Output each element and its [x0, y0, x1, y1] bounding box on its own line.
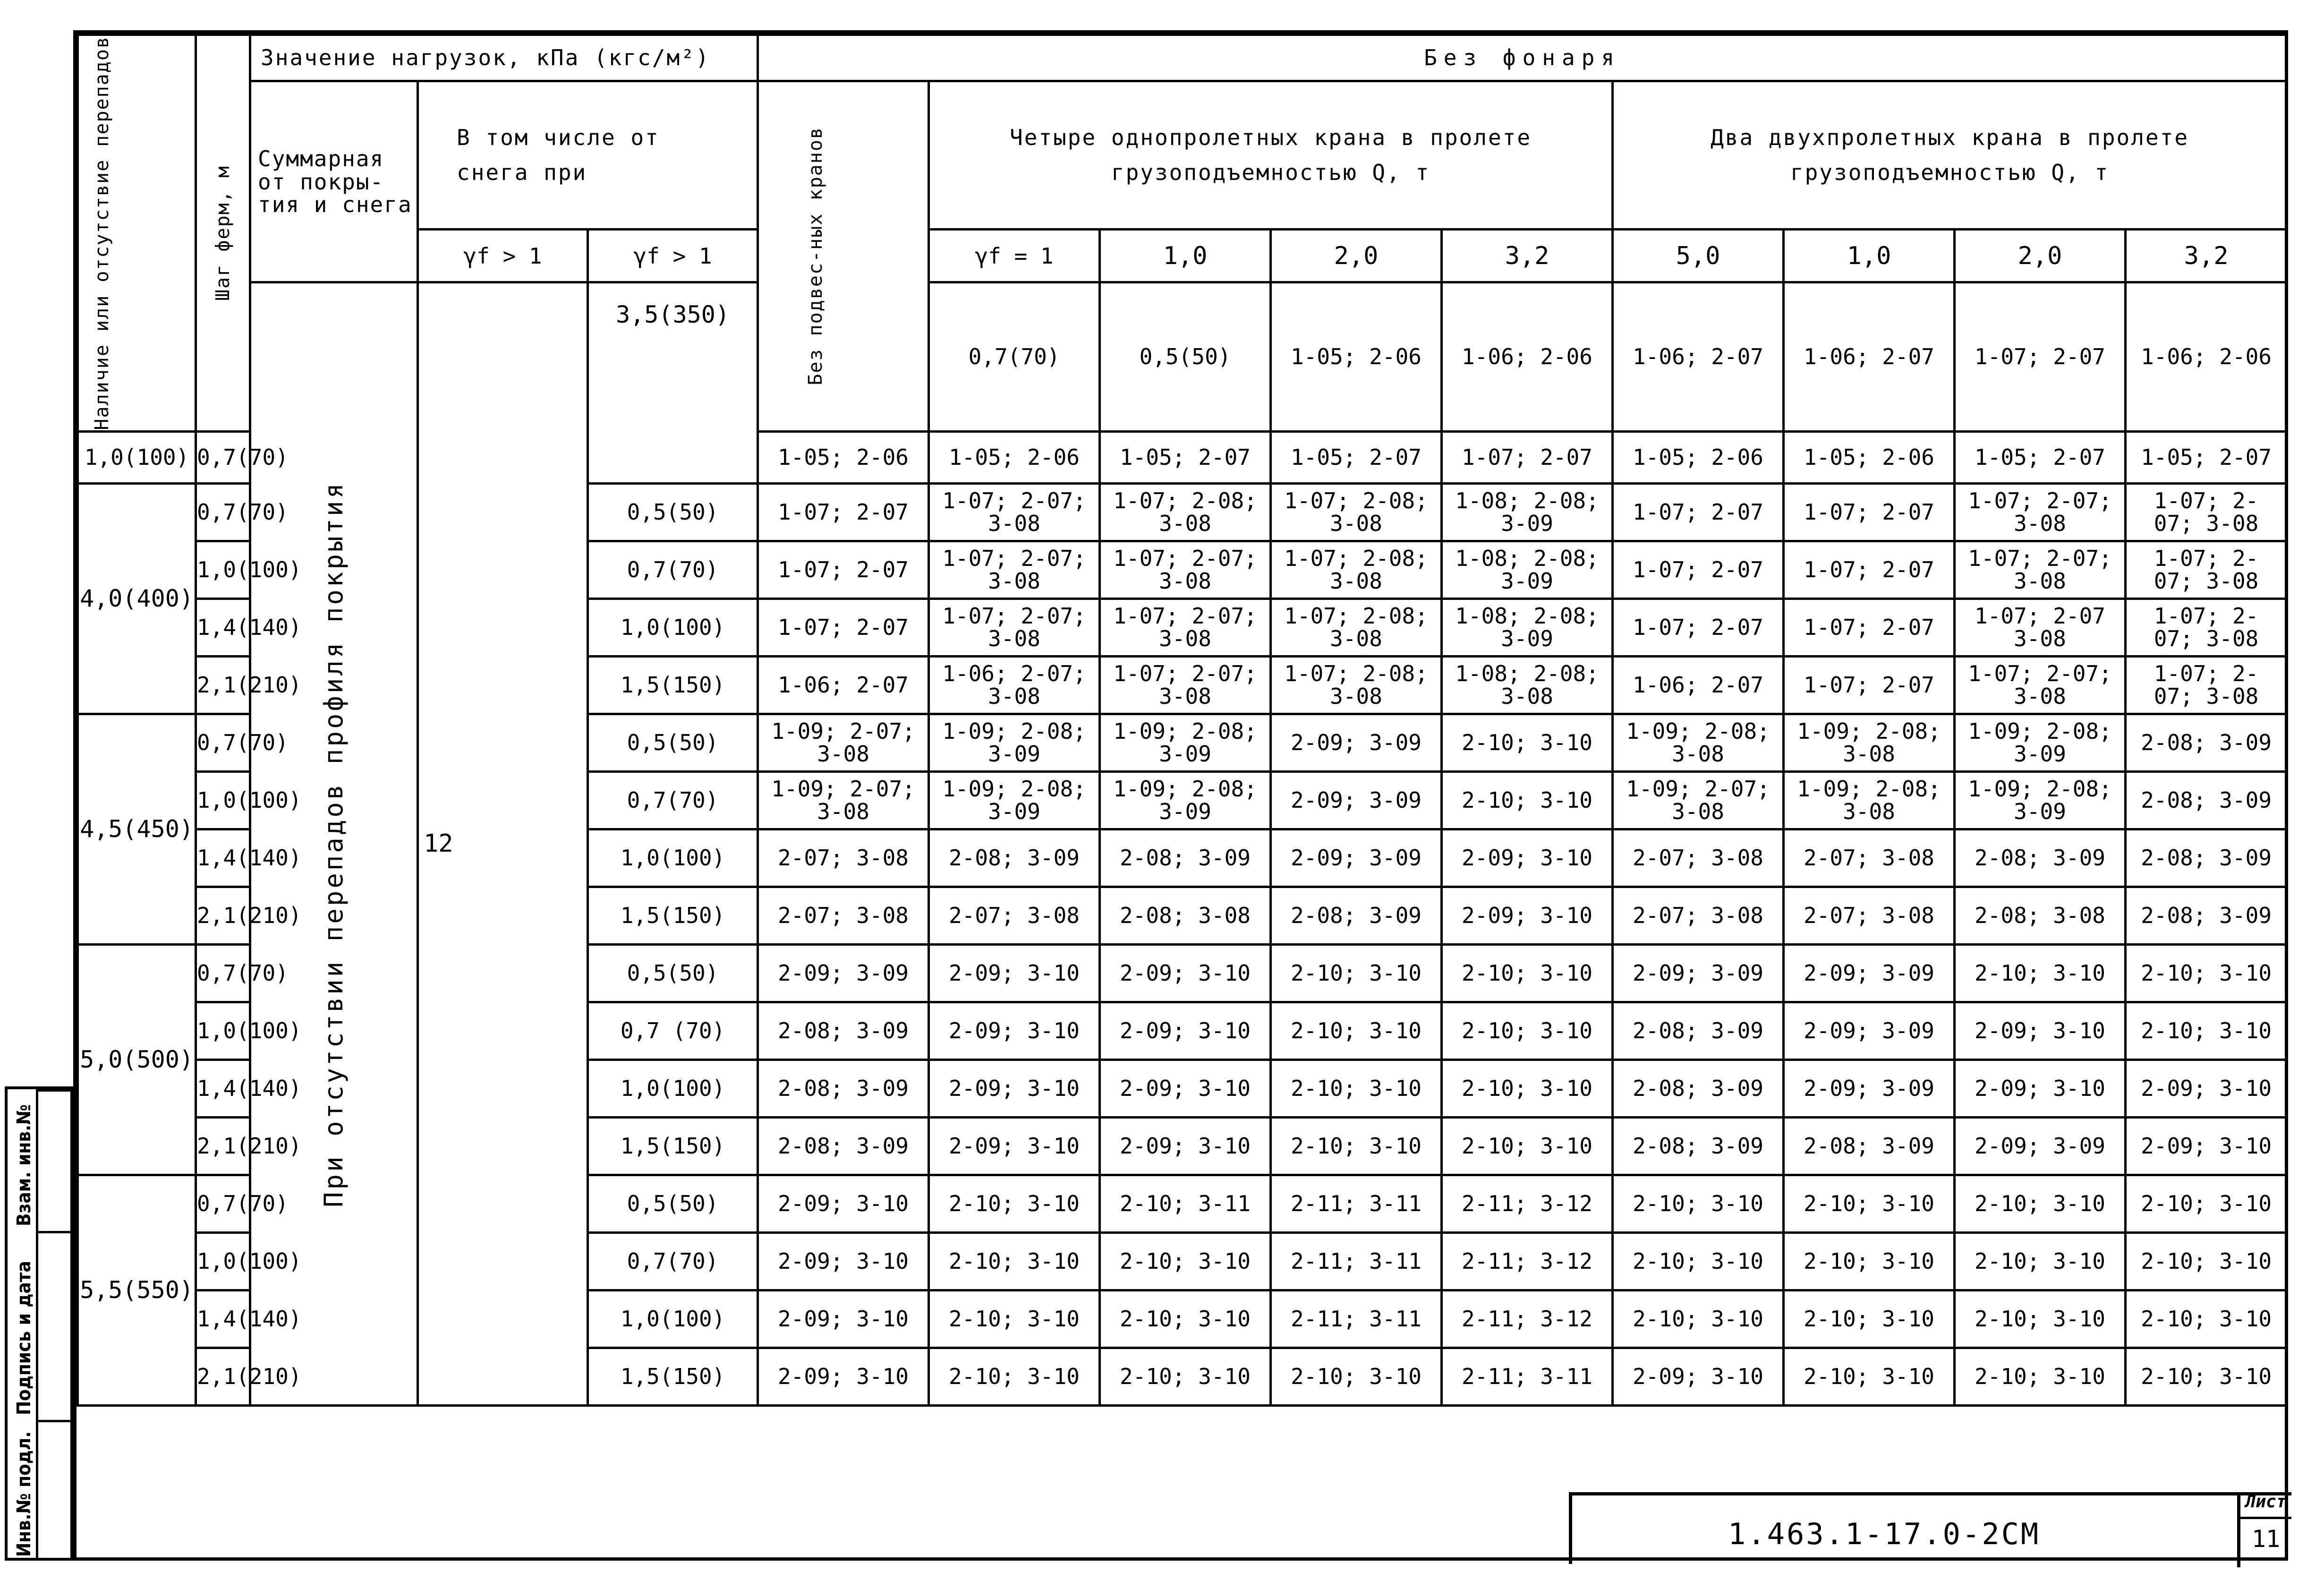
header-truss-step-text: Шаг ферм, м [212, 165, 234, 301]
snow-load-gt1: 2,1(210) [196, 656, 250, 714]
truss-mark-cell: 1-06; 2-07; 3-08 [929, 656, 1100, 714]
truss-mark-cell: 2-10; 3-10 [1784, 1175, 1955, 1232]
side-stamp-sign-date: Подпись и дата [13, 1261, 35, 1415]
header-gamma-snow-gt1: γf > 1 [588, 230, 758, 282]
truss-mark-cell: 2-09; 3-09 [1271, 829, 1442, 887]
snow-load-gt1: 2,1(210) [196, 1117, 250, 1175]
truss-mark-cell: 2-09; 3-10 [758, 1290, 929, 1348]
truss-mark-cell: 2-11; 3-11 [1271, 1290, 1442, 1348]
side-stamp [5, 1086, 73, 1561]
snow-load-eq1: 1,0(100) [588, 1059, 758, 1117]
title-block [1569, 1492, 2291, 1564]
snow-load-eq1: 1,5(150) [588, 656, 758, 714]
truss-mark-cell: 1-07; 2-08; 3-08 [1271, 598, 1442, 656]
truss-mark-cell: 2-10; 3-10 [1613, 1232, 1784, 1290]
side-stamp-divider [36, 1231, 70, 1233]
truss-mark-cell: 1-07; 2-07; 3-08 [1955, 483, 2126, 541]
snow-load-eq1: 0,7(70) [196, 431, 250, 483]
truss-mark-cell: 2-09; 3-10 [1955, 1002, 2126, 1059]
truss-mark-cell: 1-09; 2-07; 3-08 [758, 714, 929, 771]
snow-load-gt1: 1,0(100) [78, 431, 196, 483]
truss-mark-cell: 2-10; 3-10 [929, 1290, 1100, 1348]
truss-mark-cell: 1-07; 2-07; 3-08 [2126, 483, 2287, 541]
truss-mark-cell: 2-07; 3-08 [758, 829, 929, 887]
truss-mark-cell: 2-10; 3-10 [929, 1348, 1100, 1405]
truss-mark-cell: 2-07; 3-08 [929, 887, 1100, 944]
snow-load-gt1: 1,4(140) [196, 1059, 250, 1117]
truss-mark-cell: 1-06; 2-07 [1613, 282, 1784, 431]
truss-mark-cell: 2-08; 3-09 [1271, 887, 1442, 944]
truss-mark-cell: 1-05; 2-06 [1613, 431, 1784, 483]
truss-mark-cell: 1-05; 2-07 [1955, 431, 2126, 483]
truss-mark-cell: 2-09; 3-09 [1955, 1117, 2126, 1175]
truss-mark-cell: 1-07; 2-07 [1613, 541, 1784, 598]
truss-mark-cell: 1-09; 2-08; 3-08 [1784, 771, 1955, 829]
total-load-value: 3,5(350) [588, 282, 758, 483]
snow-load-gt1: 1,4(140) [196, 829, 250, 887]
row-label: При отсутствии перепадов профиля покрытия [318, 480, 349, 1207]
truss-mark-cell: 2-11; 3-12 [1442, 1175, 1613, 1232]
truss-mark-cell: 2-08; 3-09 [2126, 829, 2287, 887]
total-load-value: 5,5(550) [78, 1175, 196, 1405]
truss-mark-cell: 2-10; 3-10 [929, 1232, 1100, 1290]
truss-mark-cell: 2-11; 3-12 [1442, 1290, 1613, 1348]
truss-mark-cell: 2-09; 3-09 [758, 944, 929, 1002]
truss-mark-cell: 1-06; 2-06 [1442, 282, 1613, 431]
truss-mark-cell: 1-07; 2-07 [1442, 431, 1613, 483]
truss-mark-cell: 1-07; 2-08; 3-08 [1271, 656, 1442, 714]
truss-mark-cell: 1-09; 2-08; 3-09 [1100, 714, 1271, 771]
truss-mark-cell: 2-10; 3-10 [1442, 944, 1613, 1002]
snow-load-eq1: 0,7(70) [588, 541, 758, 598]
truss-mark-cell: 1-09; 2-07; 3-08 [758, 771, 929, 829]
total-load-value: 4,5(450) [78, 714, 196, 944]
truss-mark-cell: 1-07; 2-07 [758, 541, 929, 598]
truss-mark-cell: 1-05; 2-07 [1100, 431, 1271, 483]
truss-mark-cell: 2-10; 3-10 [1100, 1290, 1271, 1348]
truss-mark-cell: 1-06; 2-07 [1613, 656, 1784, 714]
snow-load-eq1: 1,5(150) [588, 887, 758, 944]
truss-mark-cell: 2-08; 3-09 [758, 1002, 929, 1059]
snow-load-eq1: 0,7(70) [588, 771, 758, 829]
snow-load-eq1: 1,5(150) [588, 1117, 758, 1175]
truss-mark-cell: 1-07; 2-07; 3-08 [2126, 541, 2287, 598]
truss-mark-cell: 1-07; 2-07; 3-08 [1100, 598, 1271, 656]
truss-mark-cell: 2-10; 3-10 [1271, 1117, 1442, 1175]
truss-mark-cell: 2-09; 3-09 [1613, 944, 1784, 1002]
truss-mark-cell: 1-07; 2-07 [1784, 541, 1955, 598]
truss-mark-cell: 2-09; 3-10 [1100, 1059, 1271, 1117]
header-capacity: 3,2 [2126, 230, 2287, 282]
snow-load-eq1: 1,0(100) [588, 598, 758, 656]
truss-mark-cell: 2-07; 3-08 [1613, 829, 1784, 887]
snow-load-eq1: 0,7(70) [588, 1232, 758, 1290]
header-gamma-snow-eq1: γf = 1 [929, 230, 1100, 282]
truss-mark-cell: 1-09; 2-08; 3-09 [1955, 771, 2126, 829]
truss-mark-cell: 2-09; 3-10 [758, 1348, 929, 1405]
truss-mark-cell: 1-09; 2-08; 3-09 [1100, 771, 1271, 829]
snow-load-eq1: 0,5(50) [1100, 282, 1271, 431]
truss-mark-cell: 1-07; 2-08; 3-08 [1271, 541, 1442, 598]
truss-mark-cell: 1-05; 2-06 [758, 431, 929, 483]
truss-mark-cell: 2-10; 3-10 [1442, 771, 1613, 829]
header-capacity: 1,0 [1100, 230, 1271, 282]
header-capacity: 3,2 [1442, 230, 1613, 282]
truss-mark-cell: 1-07; 2-07; 3-08 [1100, 541, 1271, 598]
snow-load-gt1: 1,0(100) [196, 541, 250, 598]
truss-mark-cell: 1-05; 2-06 [1271, 282, 1442, 431]
truss-mark-cell: 2-10; 3-10 [2126, 1348, 2287, 1405]
truss-mark-cell: 1-08; 2-08; 3-09 [1442, 483, 1613, 541]
total-load-value: 4,0(400) [78, 483, 196, 714]
truss-mark-cell: 1-05; 2-06 [1784, 431, 1955, 483]
truss-mark-cell: 1-07; 2-07 [1955, 282, 2126, 431]
truss-mark-cell: 2-10; 3-11 [1100, 1175, 1271, 1232]
truss-mark-cell: 1-09; 2-08; 3-08 [1613, 714, 1784, 771]
truss-mark-cell: 2-10; 3-10 [1442, 714, 1613, 771]
truss-mark-cell: 2-08; 3-09 [1613, 1117, 1784, 1175]
truss-mark-cell: 2-09; 3-10 [1100, 1002, 1271, 1059]
header-capacity: 2,0 [1955, 230, 2126, 282]
truss-mark-cell: 1-07; 2-07; 3-08 [2126, 656, 2287, 714]
snow-load-gt1: 0,7(70) [196, 944, 250, 1002]
truss-mark-cell: 1-07; 2-07 3-08 [1955, 598, 2126, 656]
truss-mark-cell: 2-10; 3-10 [1784, 1232, 1955, 1290]
snow-load-gt1: 1,4(140) [196, 598, 250, 656]
truss-mark-cell: 2-09; 3-09 [1271, 771, 1442, 829]
truss-mark-cell: 2-08; 3-09 [758, 1059, 929, 1117]
truss-mark-cell: 2-10; 3-10 [1100, 1348, 1271, 1405]
truss-mark-cell: 2-10; 3-10 [1784, 1290, 1955, 1348]
truss-mark-cell: 1-08; 2-08; 3-09 [1442, 598, 1613, 656]
truss-mark-cell: 1-08; 2-08; 3-09 [1442, 541, 1613, 598]
truss-mark-cell: 2-10; 3-10 [1442, 1059, 1613, 1117]
header-loads-title: Значение нагрузок, кПа (кгс/м²) [250, 35, 758, 81]
truss-mark-cell: 1-07; 2-07 [758, 483, 929, 541]
header-presence [78, 35, 196, 432]
side-stamp-divider [36, 1420, 70, 1422]
header-two-cranes: Два двухпролетных крана в пролете грузоподъемностью Q, т [1613, 81, 2287, 230]
truss-mark-cell: 1-06; 2-06 [2126, 282, 2287, 431]
table-row [78, 282, 2287, 431]
truss-mark-cell: 1-09; 2-08; 3-08 [1784, 714, 1955, 771]
truss-mark-cell: 1-07; 2-07 [1784, 483, 1955, 541]
snow-load-gt1: 1,0(100) [196, 1232, 250, 1290]
header-total-load: Суммарная от покры-тия и снега [250, 81, 418, 282]
truss-mark-cell: 2-08; 3-09 [1784, 1117, 1955, 1175]
truss-mark-cell: 2-09; 3-10 [1442, 887, 1613, 944]
truss-mark-cell: 2-10; 3-10 [1955, 1290, 2126, 1348]
truss-mark-cell: 1-07; 2-08; 3-08 [1100, 483, 1271, 541]
header-capacity: 2,0 [1271, 230, 1442, 282]
truss-mark-cell: 1-09; 2-08; 3-09 [929, 714, 1100, 771]
truss-mark-cell: 2-08; 3-09 [1955, 829, 2126, 887]
truss-mark-cell: 2-07; 3-08 [758, 887, 929, 944]
side-stamp-divider [36, 1089, 38, 1558]
header-truss-step [196, 35, 250, 432]
truss-mark-cell: 1-07; 2-07 [1784, 656, 1955, 714]
truss-mark-cell: 2-09; 3-09 [1784, 1059, 1955, 1117]
snow-load-eq1: 1,5(150) [588, 1348, 758, 1405]
truss-mark-cell: 2-09; 3-10 [929, 1002, 1100, 1059]
truss-step-value: 12 [418, 282, 588, 1405]
header-no-cranes [758, 81, 929, 432]
snow-load-eq1: 1,0(100) [588, 829, 758, 887]
header-presence-text: Наличие или отсутствие перепадов [91, 36, 113, 430]
truss-mark-cell: 2-09; 3-10 [2126, 1059, 2287, 1117]
truss-mark-cell: 2-09; 3-10 [1613, 1348, 1784, 1405]
truss-mark-cell: 2-10; 3-10 [2126, 1175, 2287, 1232]
side-stamp-replace-inv: Взам. инв.№ [13, 1104, 35, 1226]
truss-mark-cell: 1-07; 2-07 [1613, 483, 1784, 541]
header-no-lantern: Без фонаря [758, 35, 2287, 81]
truss-mark-cell: 2-10; 3-10 [1955, 1175, 2126, 1232]
truss-mark-cell: 2-10; 3-10 [1613, 1290, 1784, 1348]
snow-load-gt1: 0,7(70) [929, 282, 1100, 431]
truss-mark-cell: 2-09; 3-09 [1271, 714, 1442, 771]
truss-mark-cell: 1-07; 2-07; 3-08 [929, 598, 1100, 656]
truss-mark-cell: 2-08; 3-09 [1100, 829, 1271, 887]
sheet-number: 11 [2251, 1525, 2281, 1553]
header-gamma-total: γf > 1 [418, 230, 588, 282]
truss-mark-cell: 1-07; 2-07; 3-08 [1955, 656, 2126, 714]
truss-mark-cell: 2-10; 3-10 [1784, 1348, 1955, 1405]
sheet-box [2237, 1492, 2291, 1567]
snow-load-gt1: 2,1(210) [196, 1348, 250, 1405]
truss-mark-cell: 2-10; 3-10 [1271, 1059, 1442, 1117]
truss-mark-cell: 2-07; 3-08 [1784, 829, 1955, 887]
snow-load-eq1: 0,5(50) [588, 944, 758, 1002]
truss-mark-cell: 1-09; 2-07; 3-08 [1613, 771, 1784, 829]
truss-mark-cell: 1-07; 2-07; 3-08 [929, 483, 1100, 541]
side-stamp-divider [36, 1089, 70, 1092]
snow-load-gt1: 1,4(140) [196, 1290, 250, 1348]
truss-mark-cell: 2-09; 3-09 [1784, 1002, 1955, 1059]
truss-mark-cell: 1-05; 2-06 [929, 431, 1100, 483]
truss-mark-cell: 2-09; 3-10 [1442, 829, 1613, 887]
truss-mark-cell: 1-07; 2-07; 3-08 [1100, 656, 1271, 714]
truss-mark-cell: 2-08; 3-09 [1613, 1002, 1784, 1059]
truss-mark-cell: 1-09; 2-08; 3-09 [929, 771, 1100, 829]
header-four-cranes: Четыре однопролетных крана в пролете грузоподъемностью Q, т [929, 81, 1613, 230]
snow-load-eq1: 1,0(100) [588, 1290, 758, 1348]
truss-mark-cell: 2-09; 3-10 [929, 1059, 1100, 1117]
truss-mark-cell: 2-10; 3-10 [1100, 1232, 1271, 1290]
truss-mark-cell: 2-09; 3-10 [758, 1232, 929, 1290]
truss-mark-cell: 1-07; 2-07 [758, 598, 929, 656]
snow-load-eq1: 0,5(50) [588, 483, 758, 541]
truss-mark-cell: 2-08; 3-09 [2126, 714, 2287, 771]
snow-load-gt1: 1,0(100) [196, 1002, 250, 1059]
truss-mark-cell: 2-10; 3-10 [1955, 944, 2126, 1002]
truss-mark-cell: 2-08; 3-09 [929, 829, 1100, 887]
truss-mark-cell: 1-07; 2-07; 3-08 [1955, 541, 2126, 598]
truss-mark-cell: 2-10; 3-10 [1271, 1348, 1442, 1405]
document-code: 1.463.1-17.0-2СМ [1728, 1517, 2041, 1551]
truss-mark-cell: 2-07; 3-08 [1613, 887, 1784, 944]
truss-mark-cell: 2-09; 3-10 [1100, 1117, 1271, 1175]
snow-load-gt1: 2,1(210) [196, 887, 250, 944]
truss-mark-cell: 2-09; 3-10 [929, 944, 1100, 1002]
truss-mark-cell: 2-09; 3-10 [1100, 944, 1271, 1002]
truss-mark-cell: 2-11; 3-11 [1442, 1348, 1613, 1405]
truss-mark-cell: 2-11; 3-12 [1442, 1232, 1613, 1290]
header-no-cranes-text: Без подвес-ных кранов [804, 127, 826, 386]
loads-table [77, 34, 2288, 1407]
snow-load-eq1: 0,5(50) [588, 1175, 758, 1232]
truss-mark-cell: 2-08; 3-09 [758, 1117, 929, 1175]
truss-mark-cell: 1-07; 2-08; 3-08 [1271, 483, 1442, 541]
truss-mark-cell: 2-11; 3-11 [1271, 1232, 1442, 1290]
truss-mark-cell: 2-10; 3-10 [1442, 1002, 1613, 1059]
truss-mark-cell: 1-07; 2-07 [1784, 598, 1955, 656]
truss-mark-cell: 2-10; 3-10 [2126, 944, 2287, 1002]
truss-mark-cell: 2-08; 3-08 [1100, 887, 1271, 944]
truss-mark-cell: 2-10; 3-10 [929, 1175, 1100, 1232]
truss-mark-cell: 1-07; 2-07 [1613, 598, 1784, 656]
truss-mark-cell: 2-10; 3-10 [1271, 1002, 1442, 1059]
header-capacity: 5,0 [1613, 230, 1784, 282]
truss-mark-cell: 2-10; 3-10 [1442, 1117, 1613, 1175]
truss-mark-cell: 1-07; 2-07; 3-08 [929, 541, 1100, 598]
truss-mark-cell: 1-05; 2-07 [2126, 431, 2287, 483]
truss-mark-cell: 2-10; 3-10 [1955, 1232, 2126, 1290]
truss-mark-cell: 2-10; 3-10 [1271, 944, 1442, 1002]
header-capacity: 1,0 [1784, 230, 1955, 282]
truss-mark-cell: 1-06; 2-07 [1784, 282, 1955, 431]
corner-mark [2241, 0, 2288, 13]
truss-mark-cell: 2-11; 3-11 [1271, 1175, 1442, 1232]
truss-mark-cell: 2-08; 3-08 [1955, 887, 2126, 944]
total-load-value: 5,0(500) [78, 944, 196, 1175]
truss-mark-cell: 1-09; 2-08; 3-09 [1955, 714, 2126, 771]
truss-mark-cell: 2-10; 3-10 [2126, 1002, 2287, 1059]
truss-mark-cell: 2-10; 3-10 [2126, 1232, 2287, 1290]
truss-mark-cell: 1-06; 2-07 [758, 656, 929, 714]
truss-mark-cell: 2-07; 3-08 [1784, 887, 1955, 944]
snow-load-gt1: 0,7(70) [196, 1175, 250, 1232]
header-incl-snow: В том числе от снега при [418, 81, 758, 230]
truss-mark-cell: 1-05; 2-07 [1271, 431, 1442, 483]
truss-mark-cell: 2-09; 3-10 [758, 1175, 929, 1232]
snow-load-eq1: 0,5(50) [588, 714, 758, 771]
truss-mark-cell: 2-09; 3-10 [1955, 1059, 2126, 1117]
snow-load-gt1: 0,7(70) [196, 714, 250, 771]
truss-mark-cell: 2-10; 3-10 [1955, 1348, 2126, 1405]
truss-mark-cell: 2-09; 3-10 [929, 1117, 1100, 1175]
truss-mark-cell: 2-08; 3-09 [2126, 887, 2287, 944]
truss-mark-cell: 2-08; 3-09 [2126, 771, 2287, 829]
truss-mark-cell: 2-10; 3-10 [1613, 1175, 1784, 1232]
truss-mark-cell: 2-10; 3-10 [2126, 1290, 2287, 1348]
drawing-sheet [73, 30, 2288, 1561]
truss-mark-cell: 1-08; 2-08; 3-08 [1442, 656, 1613, 714]
snow-load-gt1: 0,7(70) [196, 483, 250, 541]
truss-mark-cell: 2-09; 3-10 [2126, 1117, 2287, 1175]
snow-load-eq1: 0,7 (70) [588, 1002, 758, 1059]
truss-mark-cell: 1-07; 2-07; 3-08 [2126, 598, 2287, 656]
side-stamp-inv-orig: Инв.№ подл. [13, 1431, 35, 1557]
truss-mark-cell: 2-08; 3-09 [1613, 1059, 1784, 1117]
snow-load-gt1: 1,0(100) [196, 771, 250, 829]
sheet-label: Лист [2240, 1492, 2291, 1519]
truss-mark-cell: 2-09; 3-09 [1784, 944, 1955, 1002]
